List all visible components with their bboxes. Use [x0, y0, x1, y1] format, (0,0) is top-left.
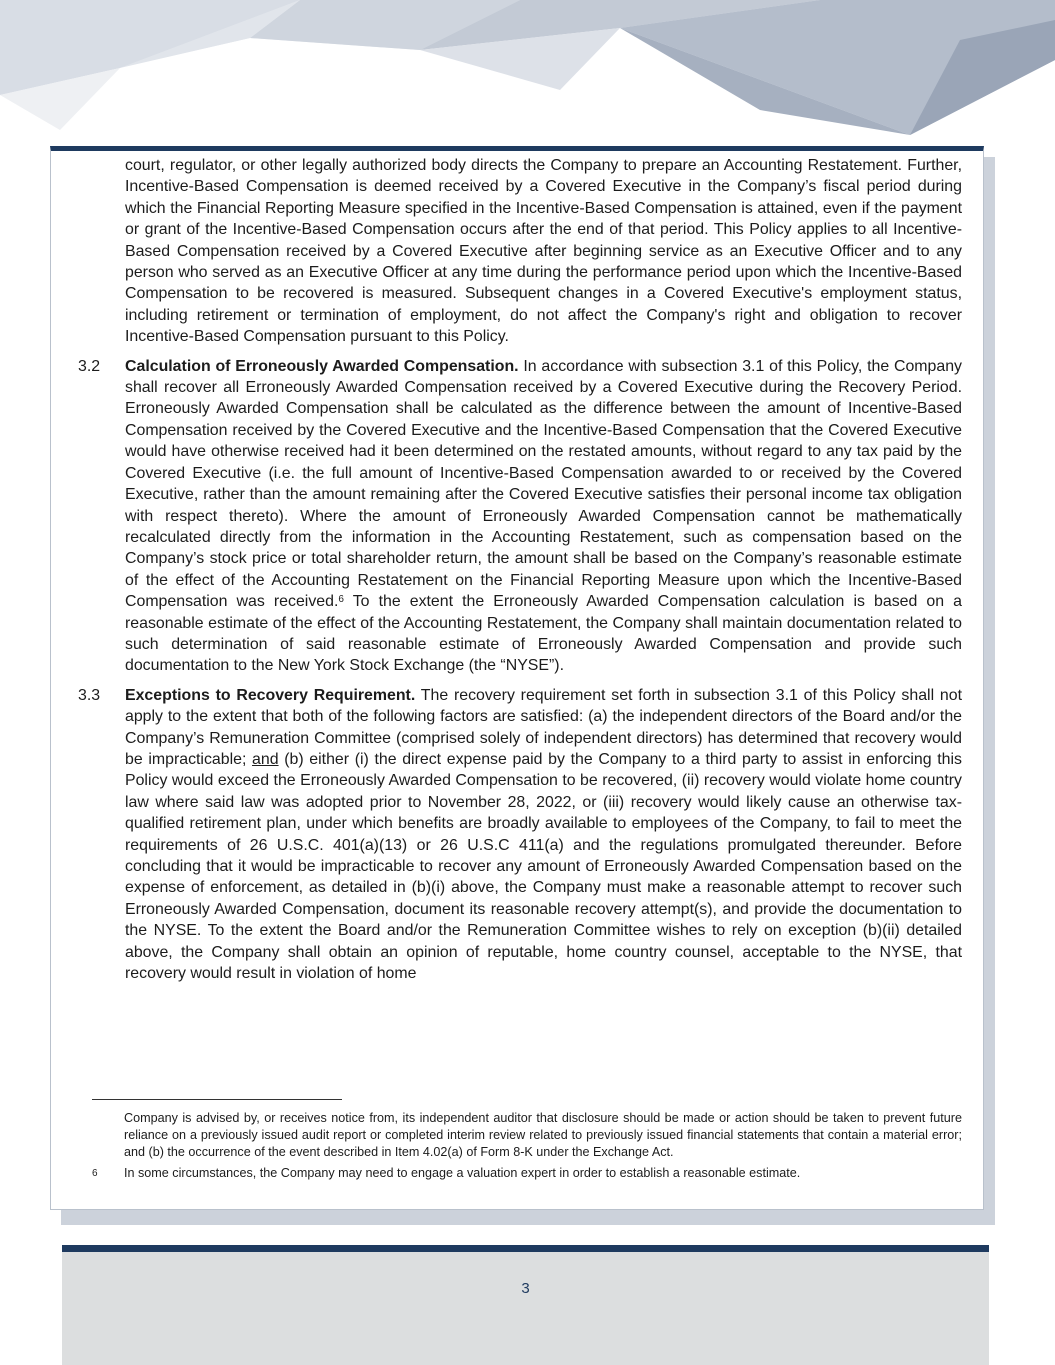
- section-number: 3.3: [78, 686, 101, 704]
- footnote-reference[interactable]: 6: [338, 594, 344, 606]
- section-title: Calculation of Erroneously Awarded Compensation.: [125, 357, 519, 375]
- section-3-3: [78, 685, 962, 985]
- section-number: 3.2: [78, 357, 101, 375]
- footnote-separator: [92, 1099, 342, 1100]
- section-body: [125, 356, 962, 677]
- section-text: In accordance with subsection 3.1 of this Policy, the Company shall recover all Erroneously Awarded Compensation received by a Covered Executive during the Recovery Period. Erroneously Awarded Compensation shall be calculated as the difference between the amount of Incentive-Based Compensation received by the Covered Executive and the Incentive-Based Compensation that the Covered Executive would have otherwise received had it been determined on the restated amounts, without regard to any tax paid by the Covered Executive (i.e. the full amount of Incentive-Based Compensation awarded to or received by the Covered Executive, rather than the amount remaining after the Covered Executive satisfies their personal income tax obligation with respect thereto). Where the amount of Erroneously Awarded Compensation cannot be mathematically recalculated directly from the information in the Accounting Restatement, such as compensation based on the Company’s stock price or total shareholder return, the amount shall be based on the Company’s reasonable estimate of the effect of the Accounting Restatement on the Financial Reporting Measure upon which the Incentive-Based Compensation was received.: [125, 357, 963, 611]
- section-text-continued: To the extent the Erroneously Awarded Compensation calculation is based on a reasonable estimate of the effect of the Accounting Restatement, the Company shall maintain documentation related to such determination of said reasonable estimate of Erroneously Awarded Compensation and provide such documentation to the New York Stock Exchange (the “NYSE”).: [125, 593, 962, 675]
- footnote-text: In some circumstances, the Company may need to engage a valuation expert in order to establish a reasonable estimate.: [124, 1165, 801, 1180]
- page-number: 3: [521, 1280, 530, 1297]
- section-body: [125, 685, 962, 985]
- footnotes: [78, 1110, 962, 1182]
- underlined-and: and: [252, 750, 279, 768]
- page-footer: [62, 1245, 989, 1365]
- section-text: The recovery requirement set forth in subsection 3.1 of this Policy shall not apply to the extent that both of the following factors are satisfied: (a) the independent directors of the Board and/or the Company’s Remuneration Committee (comprised solely of independent directors) has determined that recovery would be impracticable;: [125, 686, 962, 768]
- footnote-number: 6: [92, 1167, 98, 1179]
- intro-continuation-paragraph: court, regulator, or other legally authorized body directs the Company to prepare an Accounting Restatement. Further, Incentive-Based Compensation is deemed received by a Covered Executive in the Company’s fiscal period during which the Financial Reporting Measure specified in the Incentive-Based Compensation is attained, even if the payment or grant of the Incentive-Based Compensation occurs after the end of that period. This Policy applies to all Incentive-Based Compensation received by a Covered Executive after beginning service as an Executive Officer and to any person who served as an Executive Officer at any time during the performance period upon which the Incentive-Based Compensation to be recovered is measured. Subsequent changes in a Covered Executive's employment status, including retirement or termination of employment, do not affect the Company's right and obligation to recover Incentive-Based Compensation pursuant to this Policy.: [125, 157, 962, 346]
- section-3-2: [78, 356, 962, 677]
- section-text-continued: (b) either (i) the direct expense paid by the Company to a third party to assist in enforcing this Policy would exceed the Erroneously Awarded Compensation to be recovered, (ii) recovery would violate home country law where said law was adopted prior to November 28, 2022, or (iii) recovery would likely cause an otherwise tax-qualified retirement plan, under which benefits are broadly available to employees of the Company, to fail to meet the requirements of 26 U.S.C. 401(a)(13) or 26 U.S.C 411(a) and the regulations promulgated thereunder. Before concluding that it would be impracticable to recover any amount of Erroneously Awarded Compensation based on the expense of enforcement, as detailed in (b)(i) above, the Company must make a reasonable attempt to recover such Erroneously Awarded Compensation, document its reasonable recovery attempt(s), and provide the documentation to the NYSE. To the extent the Board and/or the Remuneration Committee wishes to rely on exception (b)(ii) detailed above, the Company shall obtain an opinion of reputable, home country counsel, acceptable to the NYSE, that recovery would result in violation of home: [125, 750, 962, 983]
- document-body: [78, 155, 962, 984]
- footnote-continued: Company is advised by, or receives notice from, its independent auditor that disclosure should be made or action should be taken to prevent future reliance on a previously issued audit report or completed interim review related to previously issued financial statements that contain a material error; and (b) the occurrence of the event described in Item 4.02(a) of Form 8-K under the Exchange Act.: [124, 1111, 962, 1160]
- footnote-6: [78, 1165, 962, 1182]
- section-title: Exceptions to Recovery Requirement.: [125, 686, 416, 704]
- header-decorative-graphic: [0, 0, 1055, 150]
